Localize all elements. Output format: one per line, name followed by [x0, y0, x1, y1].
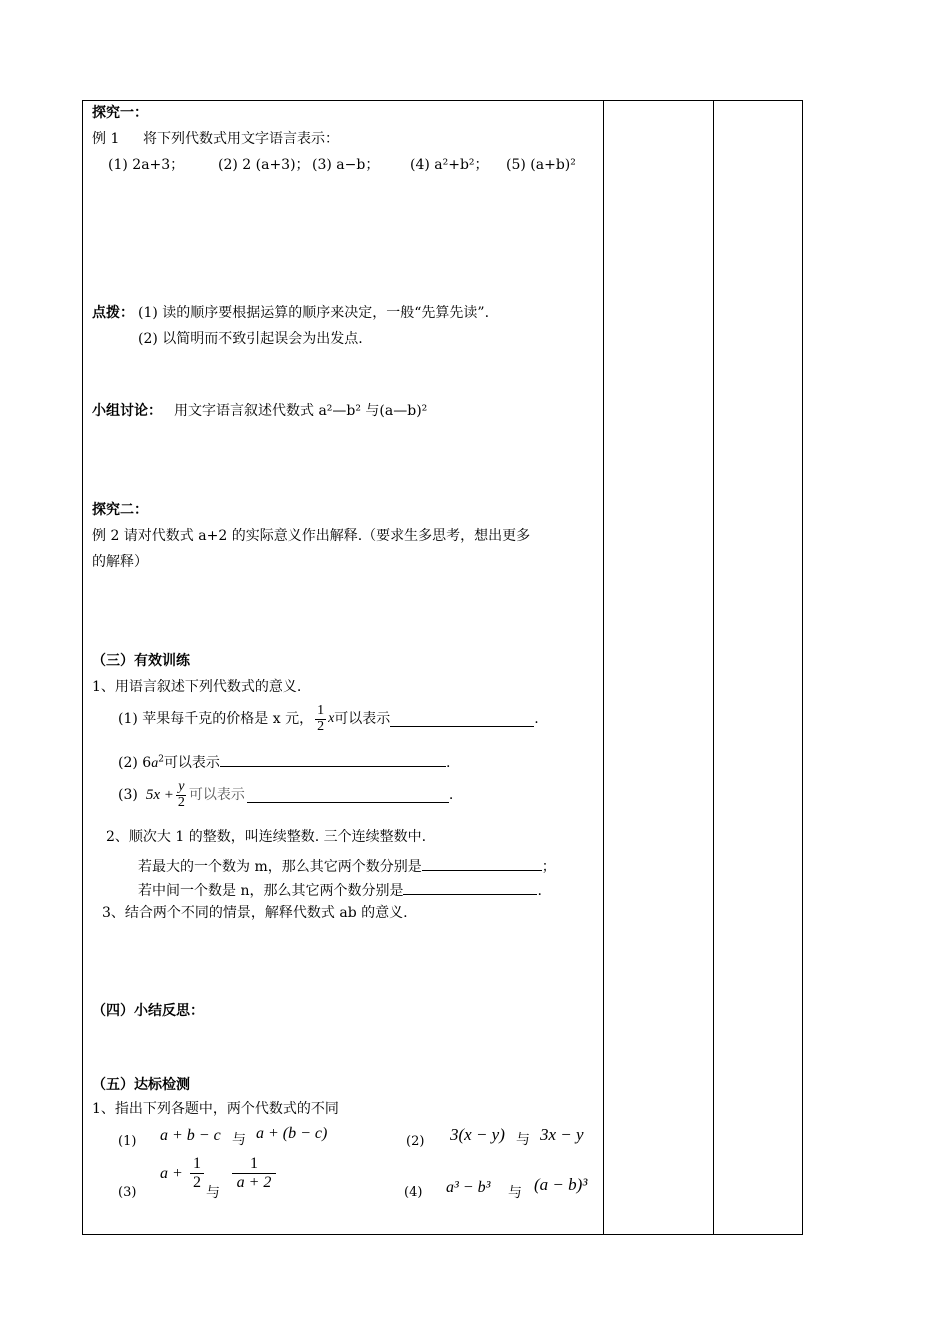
example1-item-5: (5) (a+b)² [506, 157, 576, 173]
training-q2b [138, 880, 542, 898]
test-q1: 1、指出下列各题中，两个代数式的不同 [92, 1101, 339, 1117]
test-item-3-frac-b-num: 1 [232, 1155, 276, 1174]
test-item-3-frac-b-den: a + 2 [236, 1174, 272, 1192]
training-q1a-frac-num: 1 [317, 703, 325, 718]
training-q2a-semicolon: ； [541, 859, 556, 875]
group-discussion-label: 小组讨论： [92, 403, 162, 419]
test-item-4-conj: 与 [508, 1185, 522, 1201]
training-q1a-suffix: 可以表示 [334, 711, 391, 728]
test-item-3-frac-a-den: 2 [193, 1174, 201, 1192]
training-q1c-prefix: (3) [118, 787, 138, 804]
training-q1b-period: . [445, 755, 451, 771]
training-q2b-period: . [537, 883, 542, 899]
test-heading: （五）达标检测 [92, 1077, 190, 1093]
training-q3: 3、结合两个不同的情景，解释代数式 ab 的意义. [102, 905, 408, 921]
explore1-heading: 探究一： [92, 105, 148, 121]
training-q1c-suffix: 可以表示 [188, 787, 245, 804]
test-item-4-number: (4) [404, 1185, 423, 1200]
training-q1c [118, 780, 453, 810]
answer-blank-q1a[interactable] [390, 712, 534, 727]
training-q1b [118, 752, 450, 771]
training-q1c-period: . [448, 787, 454, 804]
training-q1c-frac-num: y [178, 779, 185, 794]
group-discussion-text: 用文字语言叙述代数式 a²—b² 与(a—b)² [174, 403, 428, 419]
answer-blank-q2b[interactable] [403, 880, 537, 895]
explore2-heading: 探究二： [92, 502, 148, 518]
hint-line-1: (1) 读的顺序要根据运算的顺序来决定，一般“先算先读”. [138, 305, 490, 321]
training-q1c-expr: 5x + [145, 786, 174, 803]
training-q1c-frac-den: 2 [177, 794, 185, 810]
training-q1a-prefix: (1) 苹果每千克的价格是 x 元， [118, 711, 314, 728]
example2-line-1: 例 2 请对代数式 a+2 的实际意义作出解释.（要求生多思考，想出更多 [92, 528, 531, 544]
test-item-4-expr-a: a³ − b³ [446, 1179, 491, 1196]
test-item-1-expr-a: a + b − c [160, 1127, 221, 1144]
example1-text: 将下列代数式用文字语言表示： [143, 131, 339, 147]
example1-item-4: (4) a²+b²； [410, 157, 489, 173]
training-q1: 1、用语言叙述下列代数式的意义. [92, 679, 302, 695]
column-divider-1 [603, 101, 604, 1234]
training-q2: 2、顺次大 1 的整数，叫连续整数. 三个连续整数中. [106, 829, 427, 845]
test-item-3-expr-a-pre: a + [160, 1165, 183, 1182]
summary-heading: （四）小结反思： [92, 1003, 204, 1019]
test-item-3-frac-a-num: 1 [190, 1155, 204, 1174]
training-q1a-var: x [328, 711, 335, 727]
answer-blank-q1b[interactable] [220, 752, 446, 767]
test-item-3-conj: 与 [206, 1185, 220, 1201]
training-q1b-prefix: (2) 6 [118, 755, 152, 771]
column-divider-2 [713, 101, 714, 1234]
example2-line-2: 的解释） [92, 554, 148, 570]
hint-line-2: (2) 以简明而不致引起误会为出发点. [138, 331, 363, 347]
example1-item-2: (2) 2 (a+3)； [218, 157, 310, 173]
test-item-1-number: (1) [118, 1134, 137, 1149]
training-q1a-frac-den: 2 [317, 718, 325, 734]
training-heading: （三）有效训练 [92, 653, 190, 669]
answer-blank-q2a[interactable] [422, 856, 542, 871]
test-item-2-conj: 与 [516, 1132, 530, 1148]
test-item-3-frac-a [190, 1155, 204, 1193]
test-item-4-expr-b: (a − b)³ [534, 1175, 588, 1194]
training-q1c-fraction [176, 780, 187, 810]
training-q1b-var: a [151, 756, 159, 771]
test-item-2-expr-a: 3(x − y) [450, 1125, 505, 1144]
test-item-1-conj: 与 [232, 1132, 246, 1148]
hint-label: 点拨： [92, 305, 134, 321]
test-item-3-frac-b [232, 1155, 276, 1193]
training-q2b-text: 若中间一个数是 n，那么其它两个数分别是 [138, 883, 404, 899]
answer-blank-q1c[interactable] [247, 788, 449, 803]
example1-label: 例 1 [92, 131, 120, 147]
training-q1b-sup: 2 [158, 754, 164, 765]
test-item-2-number: (2) [406, 1134, 425, 1149]
test-item-3-number: (3) [118, 1185, 137, 1200]
training-q2a [138, 856, 556, 874]
training-q1a [118, 704, 539, 734]
test-item-1-expr-b: a + (b − c) [256, 1125, 328, 1142]
table-frame [82, 100, 803, 1235]
training-q1a-period: . [534, 711, 539, 728]
example1-item-1: (1) 2a+3； [108, 157, 185, 173]
training-q2a-text: 若最大的一个数为 m，那么其它两个数分别是 [138, 859, 422, 875]
example1-item-3: (3) a−b； [312, 157, 380, 173]
test-item-2-expr-b: 3x − y [540, 1125, 584, 1144]
training-q1b-suffix: 可以表示 [163, 755, 220, 771]
training-q1a-fraction [315, 704, 326, 734]
